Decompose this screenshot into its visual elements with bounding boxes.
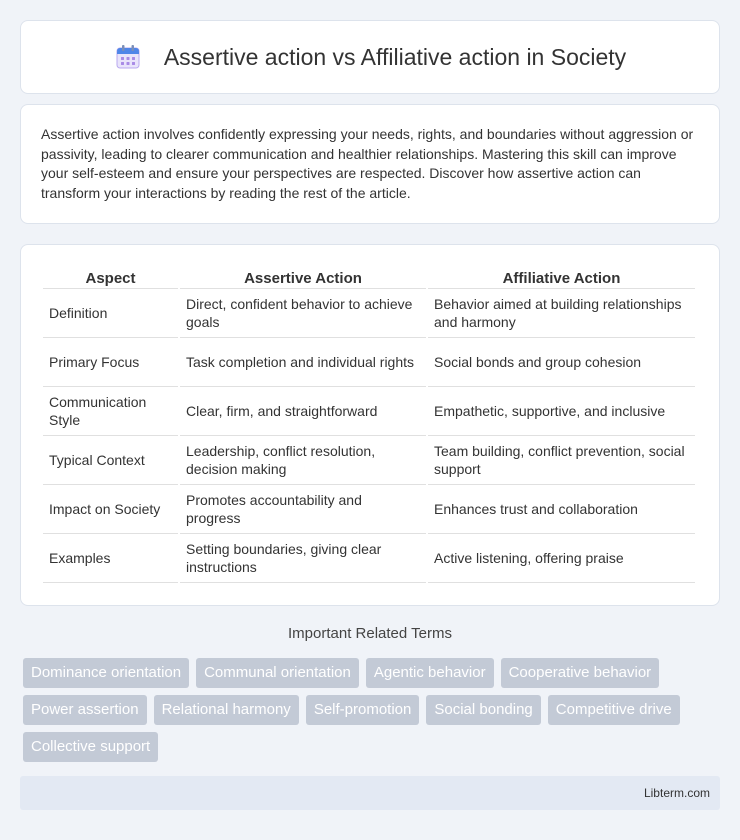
- table-row: [43, 387, 695, 436]
- related-term-tag[interactable]: Collective support: [23, 732, 158, 762]
- related-term-tag[interactable]: Power assertion: [23, 695, 147, 725]
- table-row: [43, 289, 695, 338]
- table-cell: Team building, conflict prevention, social support: [428, 436, 695, 485]
- table-cell: Enhances trust and collaboration: [428, 485, 695, 534]
- table-cell: Social bonds and group cohesion: [428, 338, 695, 387]
- table-cell: Clear, firm, and straightforward: [180, 387, 426, 436]
- header-aspect: Aspect: [43, 265, 178, 289]
- table-header-row: [43, 265, 695, 289]
- related-term-tag[interactable]: Dominance orientation: [23, 658, 189, 688]
- title-card: [20, 20, 720, 94]
- table-cell: Promotes accountability and progress: [180, 485, 426, 534]
- footer-site-link[interactable]: Libterm.com: [643, 786, 710, 800]
- table-row: [43, 338, 695, 387]
- table-cell: Empathetic, supportive, and inclusive: [428, 387, 695, 436]
- table-cell: Impact on Society: [43, 485, 178, 534]
- table-cell: Direct, confident behavior to achieve goals: [180, 289, 426, 338]
- related-term-tag[interactable]: Competitive drive: [548, 695, 680, 725]
- page-title: Assertive action vs Affiliative action in Society: [163, 43, 627, 70]
- table-cell: Primary Focus: [43, 338, 178, 387]
- related-terms-list: [23, 658, 723, 762]
- related-term-tag[interactable]: Cooperative behavior: [501, 658, 660, 688]
- related-term-tag[interactable]: Agentic behavior: [366, 658, 494, 688]
- table-row: [43, 534, 695, 583]
- table-cell: Setting boundaries, giving clear instructions: [180, 534, 426, 583]
- related-terms-title: Important Related Terms: [288, 625, 452, 642]
- footer: [20, 776, 720, 810]
- related-term-tag[interactable]: Communal orientation: [196, 658, 359, 688]
- table-row: [43, 485, 695, 534]
- table-cell: Communication Style: [43, 387, 178, 436]
- table-cell: Leadership, conflict resolution, decision making: [180, 436, 426, 485]
- table-cell: Behavior aimed at building relationships and harmony: [428, 289, 695, 338]
- header-affiliative: Affiliative Action: [428, 265, 695, 289]
- table-cell: Active listening, offering praise: [428, 534, 695, 583]
- comparison-card: [20, 244, 720, 606]
- intro-text: Assertive action involves confidently expressing your needs, rights, and boundaries without aggression or passivity, leading to clearer communication and healthier relationships. Mastering this skill can improve your self-esteem and ensure your perspectives are respected. Discover how assertive action can transform your interactions by reading the rest of the article.: [41, 126, 694, 201]
- calendar-icon: [114, 43, 142, 71]
- table-cell: Examples: [43, 534, 178, 583]
- related-term-tag[interactable]: Relational harmony: [154, 695, 299, 725]
- header-assertive: Assertive Action: [180, 265, 426, 289]
- comparison-table: [41, 265, 697, 583]
- table-cell: Task completion and individual rights: [180, 338, 426, 387]
- table-row: [43, 436, 695, 485]
- table-cell: Typical Context: [43, 436, 178, 485]
- intro-card: [20, 104, 720, 224]
- table-cell: Definition: [43, 289, 178, 338]
- related-term-tag[interactable]: Self-promotion: [306, 695, 420, 725]
- related-term-tag[interactable]: Social bonding: [426, 695, 540, 725]
